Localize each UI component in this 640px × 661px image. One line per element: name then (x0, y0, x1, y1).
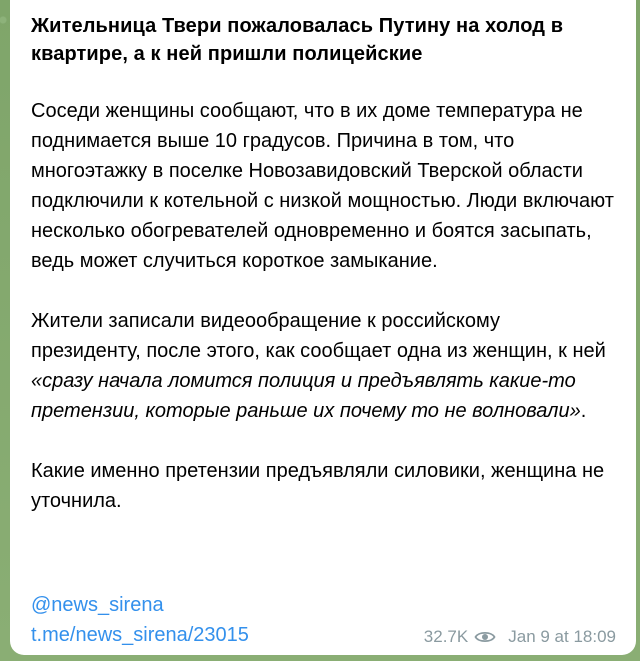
post-paragraph-1: Соседи женщины сообщают, что в их доме температура не поднимается выше 10 градусов. Причина в том, что многоэтажку в поселке Новозавидовский Тверской области подключили к котельной с низкой мощностью. Люди включают несколько обогревателей одновременно и боятся засыпать, ведь может случиться короткое замыкание. (31, 100, 614, 272)
message-bubble (10, 0, 636, 655)
post-paragraph-2 (31, 306, 614, 426)
post-paragraph-3: Какие именно претензии предъявляли силовики, женщина не уточнила. (31, 460, 605, 512)
paragraph-2-quote: «сразу начала ломится полиция и предъявлять какие-то претензии, которые раньше их почему то не волновали» (31, 370, 581, 422)
channel-link[interactable]: @news_sirena (31, 594, 164, 616)
post-link[interactable]: t.me/news_sirena/23015 (31, 624, 249, 646)
post-links (31, 590, 249, 650)
message-meta (424, 625, 616, 649)
paragraph-2-end: . (580, 400, 587, 422)
paragraph-2-text: Жители записали видеообращение к российскому президенту, после этого, как сообщает одна из женщин, к ней (31, 310, 606, 362)
eye-icon (474, 629, 496, 645)
message-timestamp: Jan 9 at 18:09 (508, 627, 616, 646)
post-title: Жительница Твери пожаловалась Путину на холод в квартире, а к ней пришли полицейские (31, 15, 564, 65)
views-count: 32.7K (423, 627, 469, 646)
